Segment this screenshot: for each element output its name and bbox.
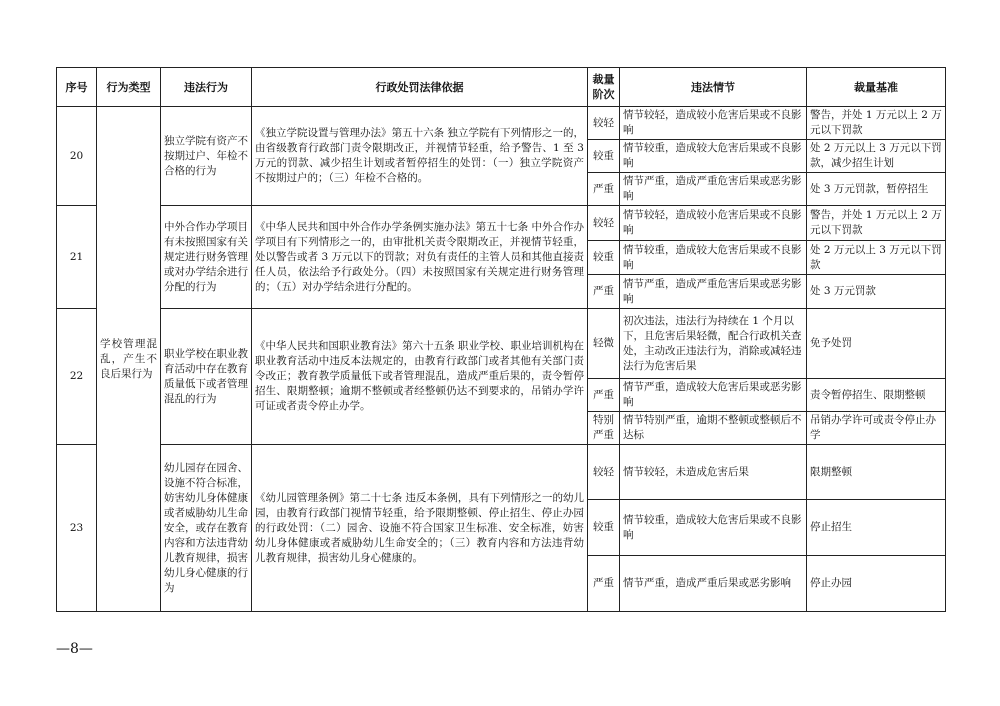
row-number: 23 (57, 445, 97, 612)
circumstance-cell: 情节较轻，造成较小危害后果或不良影响 (620, 206, 807, 241)
violation-cell: 幼儿园存在园舍、设施不符合标准，妨害幼儿身体健康或者威胁幼儿生命安全，或存在教育内容和方法违背幼儿教育规律，损害幼儿身心健康的行为 (161, 445, 252, 612)
level-cell: 较重 (588, 500, 620, 556)
circumstance-cell: 情节严重，造成严重危害后果或恶劣影响 (620, 173, 807, 206)
level-cell: 严重 (588, 556, 620, 612)
header-standard: 裁量基准 (807, 68, 946, 107)
circumstance-cell: 情节较重，造成较大危害后果或不良影响 (620, 500, 807, 556)
header-violation: 违法行为 (161, 68, 252, 107)
circumstance-cell: 情节较重，造成较大危害后果或不良影响 (620, 241, 807, 275)
standard-cell: 处 2 万元以上 3 万元以下罚款 (807, 241, 946, 275)
level-cell: 较轻 (588, 206, 620, 241)
standard-cell: 责令暂停招生、限期整顿 (807, 379, 946, 412)
law-cell: 《幼儿园管理条例》第二十七条 违反本条例，具有下列情形之一的幼儿园，由教育行政部门视情节轻重，给予限期整顿、停止招生、停止办园的行政处罚：（二）园舍、设施不符合国家卫生标准、安全标准，妨害幼儿身体健康或者威胁幼儿生命安全的；（三）教育内容和方法违背幼儿教育规律，损害幼儿身心健康的。 (252, 445, 588, 612)
circumstance-cell: 情节较重，造成较大危害后果或不良影响 (620, 140, 807, 173)
standard-cell: 处 3 万元罚款，暂停招生 (807, 173, 946, 206)
circumstance-cell: 初次违法，违法行为持续在 1 个月以下，且危害后果轻微，配合行政机关查处，主动改正违法行为，消除或减轻违法行为危害后果 (620, 309, 807, 379)
level-cell: 较重 (588, 241, 620, 275)
standard-cell: 处 3 万元罚款 (807, 275, 946, 309)
header-level: 裁量阶次 (588, 68, 620, 107)
header-type: 行为类型 (97, 68, 161, 107)
table-header-row (57, 68, 946, 107)
circumstance-cell: 情节特别严重，逾期不整顿或整顿后不达标 (620, 412, 807, 445)
header-seq: 序号 (57, 68, 97, 107)
category-cell: 学校管理混乱，产生不良后果行为 (97, 107, 161, 612)
level-cell: 较重 (588, 140, 620, 173)
standard-cell: 警告，并处 1 万元以上 2 万元以下罚款 (807, 107, 946, 140)
circumstance-cell: 情节严重，造成严重后果或恶劣影响 (620, 556, 807, 612)
penalty-standard-table (56, 67, 946, 612)
standard-cell: 警告，并处 1 万元以上 2 万元以下罚款 (807, 206, 946, 241)
row-number: 20 (57, 107, 97, 206)
level-cell: 严重 (588, 379, 620, 412)
standard-cell: 限期整顿 (807, 445, 946, 500)
standard-cell: 停止招生 (807, 500, 946, 556)
table-row (57, 107, 946, 140)
standard-cell: 免予处罚 (807, 309, 946, 379)
circumstance-cell: 情节严重，造成较大危害后果或恶劣影响 (620, 379, 807, 412)
table-row (57, 206, 946, 241)
level-cell: 特别严重 (588, 412, 620, 445)
law-cell: 《独立学院设置与管理办法》第五十六条 独立学院有下列情形之一的，由省级教育行政部门责令限期改正，并视情节轻重，给予警告、1 至 3 万元的罚款、减少招生计划或者暂停招生的处罚：（一）独立学院资产不按期过户的；（三）年检不合格的。 (252, 107, 588, 206)
violation-cell: 职业学校在职业教育活动中存在教育质量低下或者管理混乱的行为 (161, 309, 252, 445)
violation-cell: 中外合作办学项目有未按照国家有关规定进行财务管理或对办学结余进行分配的行为 (161, 206, 252, 309)
row-number: 22 (57, 309, 97, 445)
level-cell: 轻微 (588, 309, 620, 379)
header-circumstance: 违法情节 (620, 68, 807, 107)
standard-cell: 处 2 万元以上 3 万元以下罚款，减少招生计划 (807, 140, 946, 173)
header-law: 行政处罚法律依据 (252, 68, 588, 107)
level-cell: 较轻 (588, 107, 620, 140)
level-cell: 严重 (588, 275, 620, 309)
circumstance-cell: 情节较轻，未造成危害后果 (620, 445, 807, 500)
page-number: —8— (56, 641, 93, 657)
table-row (57, 309, 946, 379)
standard-cell: 停止办园 (807, 556, 946, 612)
level-cell: 较轻 (588, 445, 620, 500)
row-number: 21 (57, 206, 97, 309)
law-cell: 《中华人民共和国职业教育法》第六十五条 职业学校、职业培训机构在职业教育活动中违反本法规定的，由教育行政部门或者其他有关部门责令改正；教育教学质量低下或者管理混乱，造成严重后果的，责令暂停招生、限期整顿；逾期不整顿或者经整顿仍达不到要求的，吊销办学许可证或者责令停止办学。 (252, 309, 588, 445)
law-cell: 《中华人民共和国中外合作办学条例实施办法》第五十七条 中外合作办学项目有下列情形之一的，由审批机关责令限期改正，并视情节轻重，处以警告或者 3 万元以下的罚款；对负有责任的主管人员和其他直接责任人员，依法给予行政处分。（四）未按照国家有关规定进行财务管理的；（五）对办学结余进行分配的。 (252, 206, 588, 309)
violation-cell: 独立学院有资产不按期过户、年检不合格的行为 (161, 107, 252, 206)
level-cell: 严重 (588, 173, 620, 206)
circumstance-cell: 情节严重，造成严重危害后果或恶劣影响 (620, 275, 807, 309)
table-row (57, 445, 946, 500)
circumstance-cell: 情节较轻，造成较小危害后果或不良影响 (620, 107, 807, 140)
standard-cell: 吊销办学许可或责令停止办学 (807, 412, 946, 445)
